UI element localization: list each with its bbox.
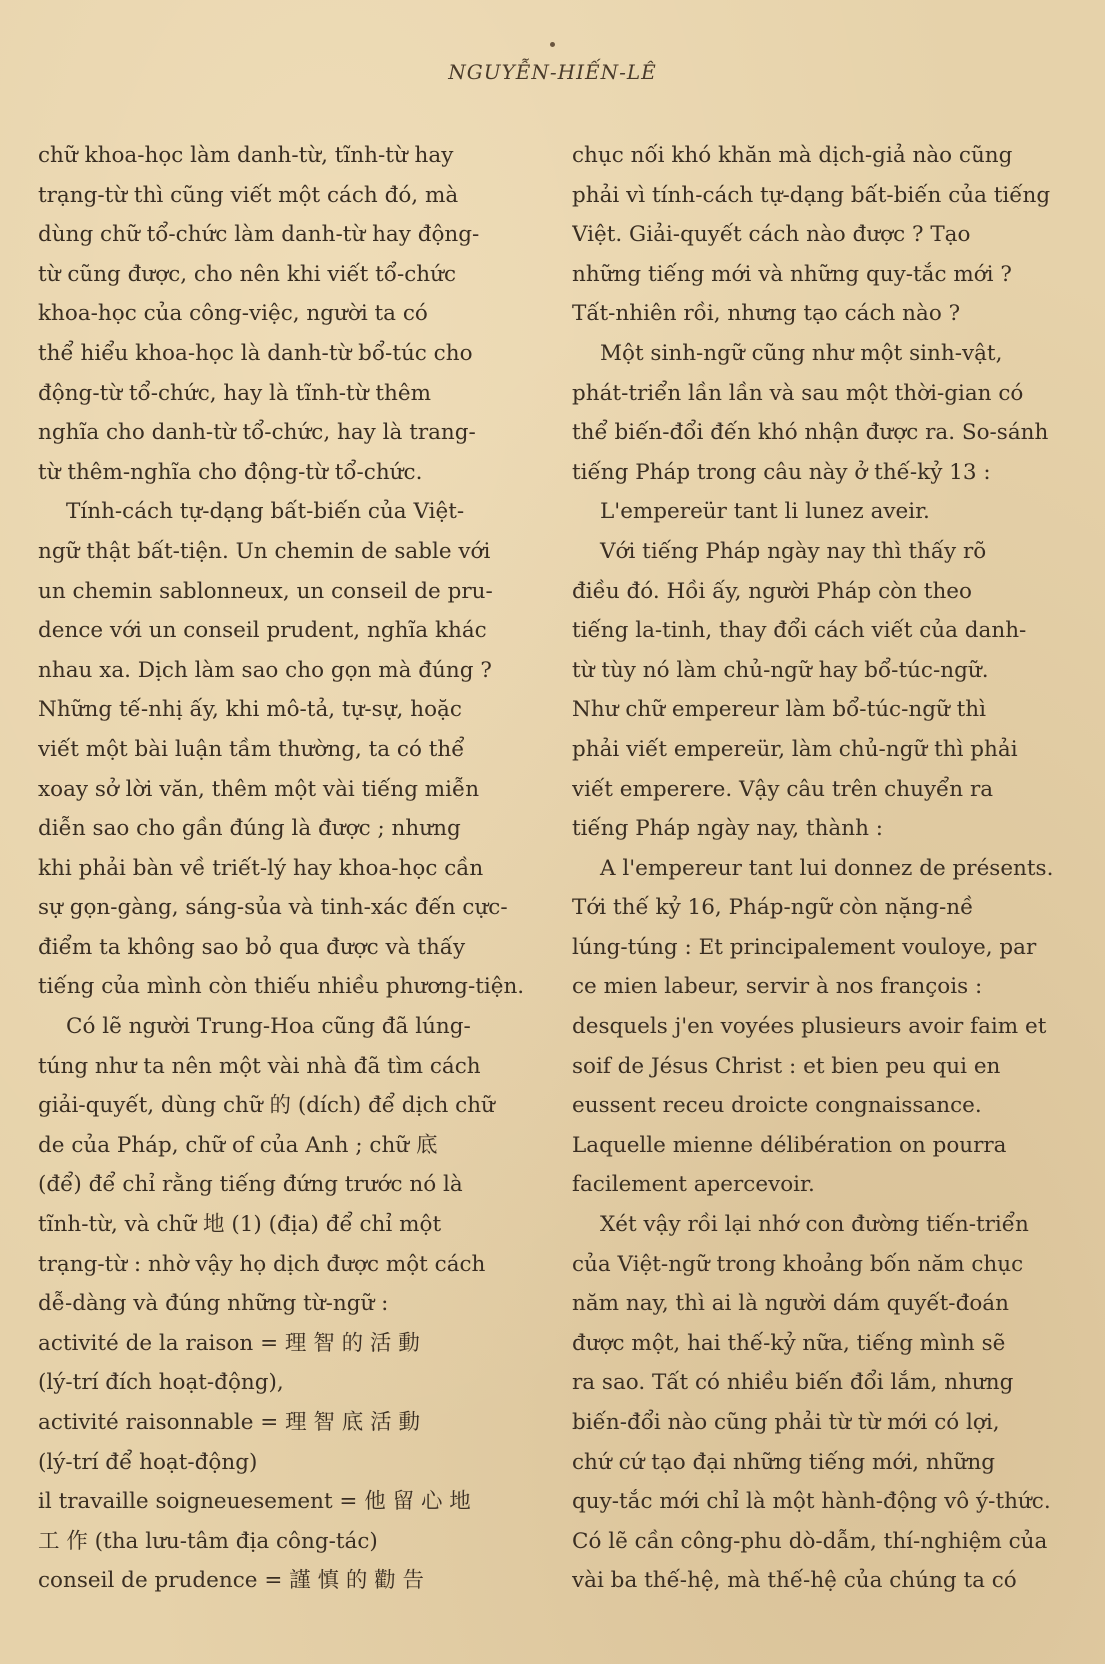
text-line: nghĩa cho danh-từ tổ-chức, hay là trang- bbox=[38, 420, 476, 446]
text-line: Tới thế kỷ 16, Pháp-ngữ còn nặng-nề bbox=[572, 895, 974, 921]
text-line: Có lẽ người Trung-Hoa cũng đã lúng- bbox=[66, 1014, 471, 1040]
text-line: chữ khoa-học làm danh-từ, tĩnh-từ hay bbox=[38, 143, 454, 168]
text-line: Với tiếng Pháp ngày nay thì thấy rõ bbox=[600, 538, 987, 564]
text-line: viết emperere. Vậy câu trên chuyển ra bbox=[572, 776, 994, 802]
text-line: sự gọn-gàng, sáng-sủa và tinh-xác đến cực- bbox=[38, 895, 508, 921]
text-line: Laquelle mienne délibération on pourra bbox=[572, 1132, 1007, 1158]
text-line: viết một bài luận tầm thường, ta có thể bbox=[38, 736, 465, 762]
text-line: thể hiểu khoa-học là danh-từ bổ-túc cho bbox=[38, 340, 473, 366]
text-line: ngữ thật bất-tiện. Un chemin de sable với bbox=[38, 538, 491, 564]
text-line: vài ba thế-hệ, mà thế-hệ của chúng ta có bbox=[572, 1568, 1017, 1594]
text-line: il travaille soigneuesement = 他 留 心 地 bbox=[38, 1489, 471, 1515]
text-line: dùng chữ tổ-chức làm danh-từ hay động- bbox=[38, 222, 480, 248]
text-line: un chemin sablonneux, un conseil de pru- bbox=[38, 578, 493, 604]
text-line: de của Pháp, chữ of của Anh ; chữ 底 bbox=[38, 1132, 438, 1158]
text-line: khoa-học của công-việc, người ta có bbox=[38, 301, 428, 327]
text-line: desquels j'en voyées plusieurs avoir faim et bbox=[572, 1014, 1047, 1040]
text-line: Việt. Giải-quyết cách nào được ? Tạo bbox=[572, 222, 971, 248]
text-line: quy-tắc mới chỉ là một hành-động vô ý-thức. bbox=[572, 1489, 1051, 1515]
text-line: của Việt-ngữ trong khoảng bốn năm chục bbox=[572, 1251, 1024, 1277]
text-line: Một sinh-ngữ cũng như một sinh-vật, bbox=[600, 340, 1003, 366]
text-line: tiếng Pháp ngày nay, thành : bbox=[572, 816, 884, 842]
text-line: trạng-từ : nhờ vậy họ dịch được một cách bbox=[38, 1251, 486, 1277]
text-line: Tính-cách tự-dạng bất-biến của Việt- bbox=[66, 499, 465, 525]
text-line: Tất-nhiên rồi, nhưng tạo cách nào ? bbox=[572, 301, 961, 327]
text-line: từ thêm-nghĩa cho động-từ tổ-chức. bbox=[38, 459, 423, 485]
text-line: A l'empereur tant lui donnez de présents. bbox=[600, 855, 1054, 881]
text-line: từ tùy nó làm chủ-ngữ hay bổ-túc-ngữ. bbox=[572, 657, 989, 683]
text-line: tiếng của mình còn thiếu nhiều phương-tiện. bbox=[38, 974, 525, 1000]
text-line: dễ-dàng và đúng những từ-ngữ : bbox=[38, 1291, 389, 1317]
text-line: lúng-túng : Et principalement vouloye, par bbox=[572, 934, 1037, 960]
page-mark-dot bbox=[550, 42, 555, 47]
text-line: Có lẽ cần công-phu dò-dẫm, thí-nghiệm của bbox=[572, 1528, 1048, 1554]
text-line: những tiếng mới và những quy-tắc mới ? bbox=[572, 261, 1012, 287]
text-line: túng như ta nên một vài nhà đã tìm cách bbox=[38, 1053, 481, 1079]
right-column bbox=[572, 136, 1072, 1601]
text-line: diễn sao cho gần đúng là được ; nhưng bbox=[38, 816, 461, 842]
text-line: Những tế-nhị ấy, khi mô-tả, tự-sự, hoặc bbox=[38, 697, 462, 723]
text-line: conseil de prudence = 謹 慎 的 勸 告 bbox=[38, 1568, 425, 1594]
text-line: động-từ tổ-chức, hay là tĩnh-từ thêm bbox=[38, 380, 431, 406]
text-line: tĩnh-từ, và chữ 地 (1) (địa) để chỉ một bbox=[38, 1212, 442, 1238]
left-column bbox=[38, 136, 538, 1601]
text-line: phải viết empereür, làm chủ-ngữ thì phải bbox=[572, 736, 1018, 762]
text-line: khi phải bàn về triết-lý hay khoa-học cần bbox=[38, 855, 484, 881]
text-line: facilement apercevoir. bbox=[572, 1172, 815, 1198]
text-line: ra sao. Tất có nhiều biến đổi lắm, nhưng bbox=[572, 1370, 1014, 1396]
text-line: (lý-trí để hoạt-động) bbox=[38, 1449, 258, 1475]
text-line: L'empereür tant li lunez aveir. bbox=[600, 499, 930, 525]
text-line: phải vì tính-cách tự-dạng bất-biến của tiếng bbox=[572, 182, 1051, 208]
text-line: chục nối khó khăn mà dịch-giả nào cũng bbox=[572, 143, 1013, 168]
text-line: 工 作 (tha lưu-tâm địa công-tác) bbox=[38, 1528, 378, 1554]
text-line: (lý-trí đích hoạt-động), bbox=[38, 1370, 284, 1396]
text-line: chứ cứ tạo đại những tiếng mới, những bbox=[572, 1449, 996, 1475]
text-line: eussent receu droicte congnaissance. bbox=[572, 1093, 982, 1119]
text-line: được một, hai thế-kỷ nữa, tiếng mình sẽ bbox=[572, 1330, 1006, 1356]
text-line: nhau xa. Dịch làm sao cho gọn mà đúng ? bbox=[38, 657, 492, 683]
text-line: xoay sở lời văn, thêm một vài tiếng miễn bbox=[38, 776, 480, 802]
text-line: năm nay, thì ai là người dám quyết-đoán bbox=[572, 1291, 1009, 1317]
text-line: Như chữ empereur làm bổ-túc-ngữ thì bbox=[572, 697, 987, 723]
text-line: dence với un conseil prudent, nghĩa khác bbox=[38, 618, 487, 644]
text-line: điều đó. Hồi ấy, người Pháp còn theo bbox=[572, 578, 972, 604]
text-line: điểm ta không sao bỏ qua được và thấy bbox=[38, 934, 466, 960]
text-line: Xét vậy rồi lại nhớ con đường tiến-triển bbox=[600, 1212, 1029, 1238]
running-head: NGUYỄN-HIẾN-LÊ bbox=[448, 60, 657, 84]
text-line: tiếng la-tinh, thay đổi cách viết của danh- bbox=[572, 618, 1027, 644]
text-line: (để) để chỉ rằng tiếng đứng trước nó là bbox=[38, 1172, 463, 1198]
text-line: tiếng Pháp trong câu này ở thế-kỷ 13 : bbox=[572, 459, 991, 485]
text-line: phát-triển lần lần và sau một thời-gian có bbox=[572, 380, 1024, 406]
text-line: biến-đổi nào cũng phải từ từ mới có lợi, bbox=[572, 1410, 1000, 1435]
text-line: activité raisonnable = 理 智 底 活 動 bbox=[38, 1410, 420, 1435]
text-line: activité de la raison = 理 智 的 活 動 bbox=[38, 1330, 420, 1356]
text-line: từ cũng được, cho nên khi viết tổ-chức bbox=[38, 261, 456, 287]
text-line: thể biến-đổi đến khó nhận được ra. So-sánh bbox=[572, 420, 1049, 446]
text-line: soif de Jésus Christ : et bien peu qui en bbox=[572, 1053, 1001, 1079]
text-line: giải-quyết, dùng chữ 的 (dích) để dịch chữ bbox=[38, 1093, 495, 1119]
text-line: trạng-từ thì cũng viết một cách đó, mà bbox=[38, 182, 459, 208]
text-line: ce mien labeur, servir à nos françois : bbox=[572, 974, 983, 1000]
